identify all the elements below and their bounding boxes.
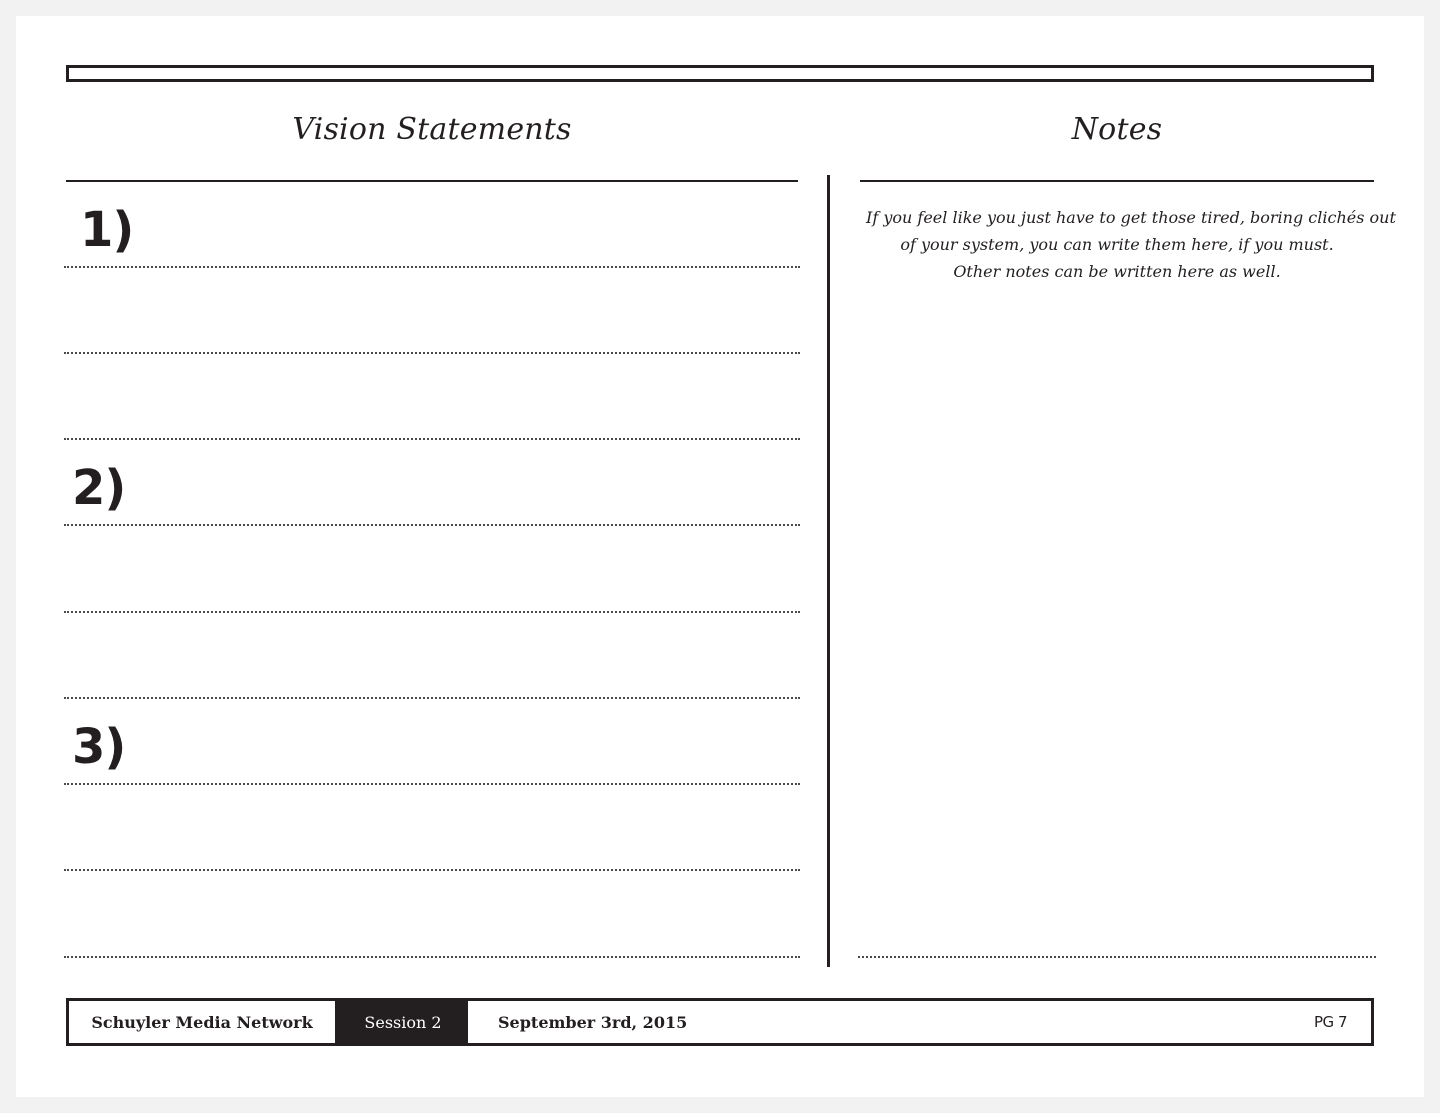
footer-bar: [66, 998, 1374, 1046]
vision-number-1: 1): [80, 202, 134, 258]
notes-line-1: If you feel like you just have to get those tired, boring clichés out: [866, 208, 1396, 227]
notes-instructions: [866, 204, 1396, 285]
vision-statements-title: Vision Statements: [292, 112, 572, 147]
vision-writing-line[interactable]: [64, 352, 800, 354]
vision-number-2: 2): [72, 460, 126, 516]
notes-writing-line[interactable]: [858, 956, 1376, 958]
notes-line-2: of your system, you can write them here, if you must.: [900, 235, 1334, 254]
vision-writing-line[interactable]: [64, 697, 800, 699]
vision-writing-line[interactable]: [64, 524, 800, 526]
vision-writing-line[interactable]: [64, 783, 800, 785]
notes-line-3: Other notes can be written here as well.: [953, 262, 1281, 281]
vision-writing-line[interactable]: [64, 869, 800, 871]
page-number: PG 7: [1314, 1013, 1347, 1031]
top-border-bar: [66, 65, 1374, 82]
vision-writing-line[interactable]: [64, 266, 800, 268]
vision-header-rule: [66, 180, 798, 182]
column-divider: [827, 175, 830, 967]
vision-writing-line[interactable]: [64, 611, 800, 613]
session-date: September 3rd, 2015: [498, 1012, 688, 1032]
notes-title: Notes: [1071, 112, 1163, 147]
vision-writing-line[interactable]: [64, 438, 800, 440]
worksheet-page: [16, 16, 1424, 1097]
vision-writing-line[interactable]: [64, 956, 800, 958]
session-label: Session 2: [338, 1001, 468, 1043]
notes-header-rule: [860, 180, 1374, 182]
organization-name: Schuyler Media Network: [69, 1001, 338, 1043]
vision-number-3: 3): [72, 719, 126, 775]
